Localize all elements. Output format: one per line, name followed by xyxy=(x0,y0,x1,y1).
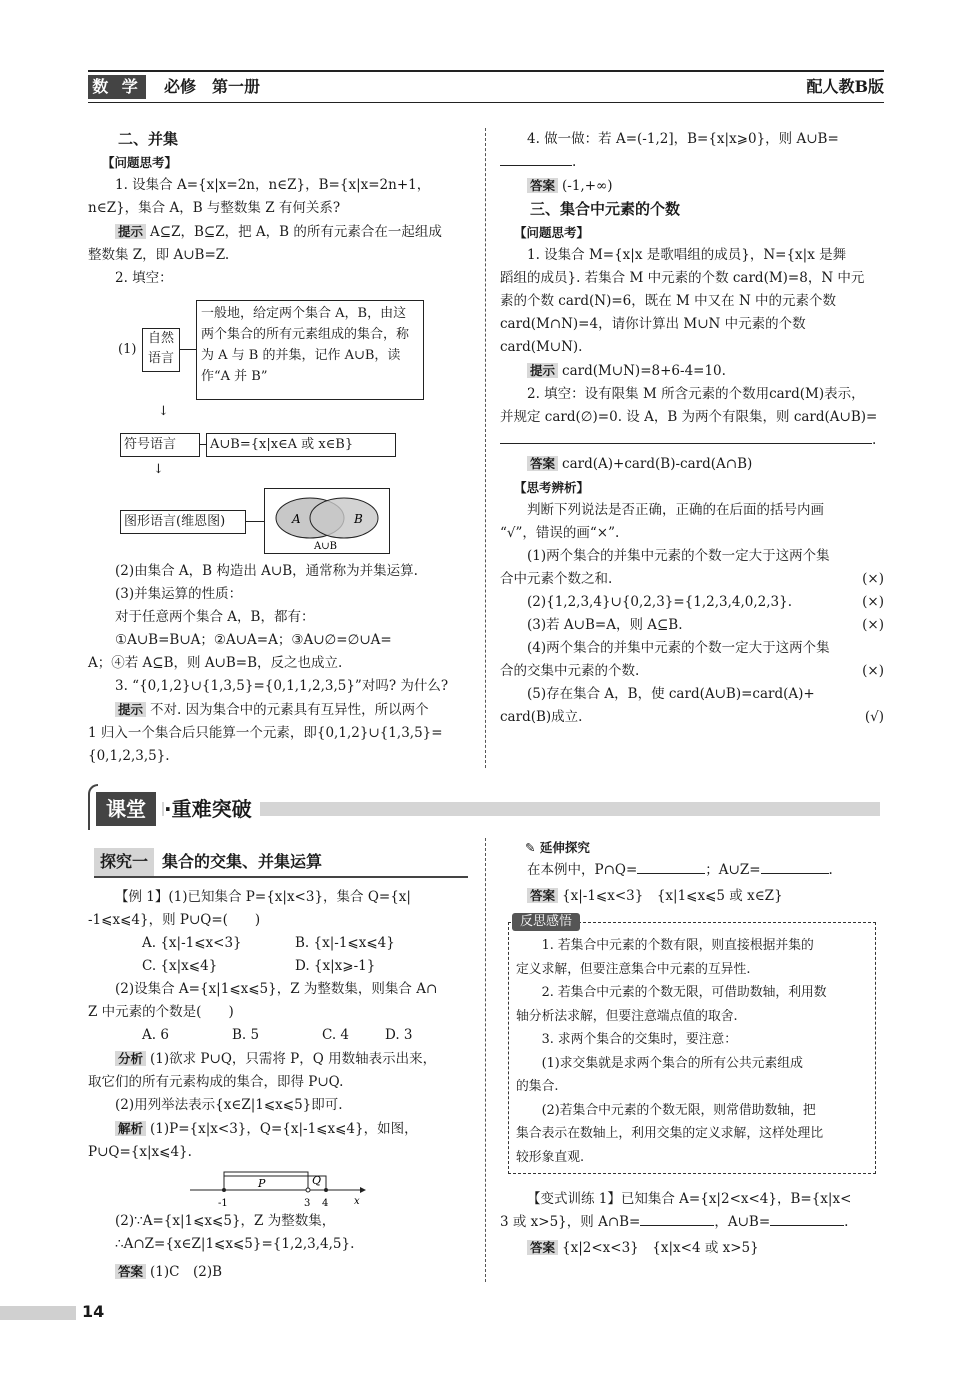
reflect-line-4: 轴分析法求解，但要注意端点值的取舍. xyxy=(516,1008,738,1024)
header-rule-bottom xyxy=(88,102,884,103)
count-q2-l2: 并规定 card(∅)=0. 设 A，B 为两个有限集，则 card(A∪B)= xyxy=(500,409,878,425)
analysis-1: (1)欲求 P∪Q，只需将 P，Q 用数轴表示出来， xyxy=(150,1051,437,1067)
arrow-line-1 xyxy=(180,349,196,350)
example-2: (2)设集合 A={x|1⩽x⩽5}，Z 为整数集，则集合 A∩ xyxy=(115,981,438,997)
judge-mark-4: (×) xyxy=(862,663,884,679)
example-column xyxy=(88,886,472,1164)
solution-2: (2)∵A={x|1⩽x⩽5}，Z 为整数集， xyxy=(115,1213,336,1229)
reflect-line-1: 1. 若集合中元素的个数有限，则直接根据并集的 xyxy=(541,938,814,953)
property-6: A；④若 A⊆B，则 A∪B=B，反之也成立. xyxy=(88,655,343,671)
number-line xyxy=(190,1164,370,1210)
example-answer: (1)C (2)B xyxy=(150,1264,223,1280)
right-column-top xyxy=(500,128,884,729)
analysis-1-cont: 取它们的所有元素构成的集合，即得 P∪Q. xyxy=(88,1074,344,1090)
arrow-line-3 xyxy=(246,521,264,522)
column-divider-top xyxy=(485,128,486,768)
question-2: 2. 填空： xyxy=(115,270,173,286)
option-a: A. {x|-1⩽x<3} xyxy=(142,935,242,951)
blank-card xyxy=(500,429,872,444)
hint-1-cont: 整数集 Z，即 A∪B=Z. xyxy=(88,247,230,263)
natural-language-box: 自然语言 xyxy=(142,328,180,372)
training-1: 【变式训练 1】已知集合 A={x|2<x<4}，B={x|x< xyxy=(527,1191,852,1207)
training-mid: ，A∪B= xyxy=(714,1214,771,1230)
hint-3-end: {0,1,2,3,5}. xyxy=(88,748,170,764)
example-1: 【例 1】(1)已知集合 P={x|x<3}，集合 Q={x| xyxy=(115,889,411,905)
book-title: 必修 第一册 xyxy=(164,77,261,96)
count-q1-l3: 素的个数 card(N)=6，既在 M 中又在 N 中的元素个数 xyxy=(500,293,837,309)
section-title-count: 三、集合中元素的个数 xyxy=(530,200,681,218)
reflect-line-8: (2)若集合中元素的个数无限，则常借助数轴，把 xyxy=(541,1102,816,1118)
judge-mark-5: (√) xyxy=(864,709,884,725)
option2-d: D. 3 xyxy=(385,1027,413,1043)
count-q1: 1. 设集合 M={x|x 是歌唱组的成员}，N={x|x 是舞 xyxy=(527,247,847,263)
judge-mark-1: (×) xyxy=(862,571,884,587)
reflection-tag: 反思感悟 xyxy=(512,913,580,931)
reflect-line-7: 的集合. xyxy=(516,1079,559,1094)
count-q2-end: . xyxy=(872,432,877,448)
think-intro-2: “√”，错误的画“×”. xyxy=(500,525,620,541)
numline-q-label: Q xyxy=(312,1174,322,1187)
think-heading: 【思考辨析】 xyxy=(514,480,590,495)
extension-answer: {x|-1⩽x<3} {x|1⩽x⩽5 或 x∈Z} xyxy=(562,888,783,904)
property-2: (2)由集合 A，B 构造出 A∪B，通常称为并集运算. xyxy=(115,563,418,579)
section-bar xyxy=(162,802,880,816)
training-column xyxy=(500,1188,884,1260)
venn-label-a: A xyxy=(292,512,301,526)
hint-3: 不对. 因为集合中的元素具有互异性，所以两个 xyxy=(150,702,429,718)
explore-title: 集合的交集、并集运算 xyxy=(162,852,323,871)
judge-1-cont: 合中元素个数之和. xyxy=(500,571,613,587)
symbol-language-box: 符号语言 xyxy=(120,433,200,457)
training-1-cont: 3 或 x>5}，则 A∩B= xyxy=(500,1214,641,1230)
down-arrow-1: ↓ xyxy=(158,404,169,419)
property-3: (3)并集运算的性质： xyxy=(115,586,243,602)
extension-question-mid: ；A∪Z= xyxy=(705,862,761,878)
hint-label-r: 提示 xyxy=(527,363,558,378)
answer-label-4: 答案 xyxy=(527,178,558,193)
blank-train-2 xyxy=(770,1211,844,1226)
judge-1: (1)两个集合的并集中元素的个数一定大于这两个集 xyxy=(527,548,830,564)
judge-4: (4)两个集合的并集中元素的个数一定大于这两个集 xyxy=(527,640,830,656)
extension-heading-text: 延伸探究 xyxy=(539,840,590,855)
solution-1-cont: P∪Q={x|x⩽4}. xyxy=(88,1144,192,1160)
venn-diagram xyxy=(264,488,390,554)
blank-train-1 xyxy=(640,1211,714,1226)
numline-tick-4: 4 xyxy=(322,1198,329,1209)
option2-a: A. 6 xyxy=(142,1027,169,1043)
section-tag: 课堂 xyxy=(96,792,156,826)
option-c: C. {x|x⩽4} xyxy=(142,958,218,974)
left-column-top xyxy=(88,128,472,290)
judge-2: (2){1,2,3,4}∪{0,2,3}={1,2,3,4,0,2,3}. xyxy=(527,594,793,610)
page-number: 14 xyxy=(82,1302,105,1321)
option2-c: C. 4 xyxy=(322,1027,350,1043)
answer-label-card: 答案 xyxy=(527,456,558,471)
numline-tick-3: 3 xyxy=(304,1198,311,1209)
left-column-properties xyxy=(88,560,472,768)
footer-bar xyxy=(0,1306,76,1320)
hint-1: A⊆Z，B⊆Z，把 A，B 的所有元素合在一起组成 xyxy=(150,224,442,240)
solution-column xyxy=(88,1210,472,1284)
solution-1: (1)P={x|x<3}，Q={x|-1⩽x⩽4}，如图， xyxy=(150,1121,418,1137)
reflect-line-6: (1)求交集就是求两个集合的所有公共元素组成 xyxy=(541,1055,803,1071)
diagram-number: (1) xyxy=(118,342,137,357)
venn-label-b: B xyxy=(354,512,363,526)
extension-heading xyxy=(500,836,884,859)
reflection-text xyxy=(516,934,870,1169)
reflect-line-3: 2. 若集合中元素的个数无限，可借助数轴，利用数 xyxy=(541,985,827,1000)
question-heading-2: 【问题思考】 xyxy=(514,225,590,240)
solution-label: 解析 xyxy=(115,1121,146,1136)
option-d: D. {x|x⩾-1} xyxy=(295,958,376,974)
property-5: ①A∪B=B∪A；②A∪A=A；③A∪∅=∅∪A= xyxy=(115,632,392,648)
hint-3-cont: 1 归入一个集合后只能算一个元素，即{0,1,2}∪{1,3,5}= xyxy=(88,725,443,741)
symbol-definition-box: A∪B={x|x∈A 或 x∈B} xyxy=(206,433,396,457)
judge-5-cont: card(B)成立. xyxy=(500,709,583,725)
extension-question: 在本例中，P∩Q= xyxy=(527,862,638,878)
extension-question-end: . xyxy=(828,862,833,878)
property-4: 对于任意两个集合 A，B，都有： xyxy=(115,609,315,625)
judge-mark-3: (×) xyxy=(862,617,884,633)
count-q1-l5: card(M∪N). xyxy=(500,339,583,355)
judge-mark-2: (×) xyxy=(862,594,884,610)
analysis-2: (2)用列举法表示{x∈Z|1⩽x⩽5}即可. xyxy=(115,1097,343,1113)
graph-language-box: 图形语言(维恩图) xyxy=(120,510,246,534)
edition-label: 配人教B版 xyxy=(806,77,884,96)
question-1-cont: n∈Z}，集合 A，B 与整数集 Z 有何关系? xyxy=(88,200,341,216)
explore-tag: 探究一 xyxy=(94,848,154,876)
column-divider-bottom xyxy=(485,838,486,1282)
hint-count: card(M∪N)=8+6-4=10. xyxy=(562,363,726,379)
explore-heading xyxy=(94,848,468,878)
training-answer: {x|2<x<3} {x|x<4 或 x>5} xyxy=(562,1240,759,1256)
judge-3: (3)若 A∪B=A，则 A⊆B. xyxy=(527,617,683,633)
blank-ext-2 xyxy=(761,859,829,874)
reflect-line-2: 定义求解，但要注意集合中元素的互异性. xyxy=(516,961,751,977)
judge-5: (5)存在集合 A，B，使 card(A∪B)=card(A)+ xyxy=(527,686,815,702)
example-1-cont: -1⩽x⩽4}，则 P∪Q=( ) xyxy=(88,912,261,928)
union-definition-box: 一般地，给定两个集合 A，B，由这两个集合的所有元素组成的集合，称为 A 与 B 的并集，记作 A∪B，读作“A 并 B” xyxy=(196,300,424,400)
count-q2: 2. 填空：设有限集 M 所含元素的个数用card(M)表示， xyxy=(527,386,865,402)
think-intro: 判断下列说法是否正确，正确的在后面的括号内画 xyxy=(527,502,824,518)
extension-column xyxy=(500,836,884,908)
option2-b: B. 5 xyxy=(232,1027,260,1043)
option-b: B. {x|-1⩽x⩽4} xyxy=(295,935,395,951)
count-q1-l4: card(M∩N)=4，请你计算出 M∪N 中元素的个数 xyxy=(500,316,806,332)
blank-4 xyxy=(500,151,572,166)
reflect-line-5: 3. 求两个集合的交集时，要注意： xyxy=(541,1032,738,1047)
pencil-icon: ✎ xyxy=(525,840,536,855)
question-3: 3. “{0,1,2}∪{1,3,5}={0,1,1,2,3,5}”对吗? 为什么? xyxy=(115,678,449,694)
blank-ext-1 xyxy=(637,859,705,874)
venn-label-union: A∪B xyxy=(314,541,337,552)
example-2-cont: Z 中元素的个数是( ) xyxy=(88,1004,234,1020)
answer-card: card(A)+card(B)-card(A∩B) xyxy=(562,456,753,472)
hint-label-3: 提示 xyxy=(115,702,146,717)
question-heading: 【问题思考】 xyxy=(102,155,178,170)
example-answer-label: 答案 xyxy=(115,1264,146,1279)
down-arrow-2: ↓ xyxy=(153,462,164,477)
reflect-line-10: 较形象直观. xyxy=(516,1149,585,1165)
extension-answer-label: 答案 xyxy=(527,888,558,903)
training-answer-label: 答案 xyxy=(527,1240,558,1255)
training-end: . xyxy=(844,1214,849,1230)
analysis-label: 分析 xyxy=(115,1051,146,1066)
header-rule-top xyxy=(88,70,884,72)
count-q1-l2: 蹈组的成员}. 若集合 M 中元素的个数 card(M)=8，N 中元 xyxy=(500,270,865,286)
question-1: 1. 设集合 A={x|x=2n，n∈Z}，B={x|x=2n+1， xyxy=(115,177,431,193)
numline-p-label: P xyxy=(258,1177,266,1190)
answer-4: (-1,+∞) xyxy=(562,178,613,194)
numline-axis-x: x xyxy=(354,1196,360,1207)
solution-2-cont: ∴A∩Z={x∈Z|1⩽x⩽5}={1,2,3,4,5}. xyxy=(115,1236,355,1252)
section-title: ·重难突破 xyxy=(164,792,260,826)
subject-tag: 数 学 xyxy=(88,75,146,99)
hint-label: 提示 xyxy=(115,224,146,239)
numline-tick-minus1: -1 xyxy=(218,1198,228,1209)
section-title-union: 二、并集 xyxy=(118,130,179,148)
question-4-end: . xyxy=(572,154,577,170)
judge-4-cont: 合的交集中元素的个数. xyxy=(500,663,640,679)
question-4: 4. 做一做：若 A=(-1,2]，B={x|x⩾0}，则 A∪B= xyxy=(527,131,839,147)
reflect-line-9: 集合表示在数轴上，利用交集的定义求解，这样处理比 xyxy=(516,1126,824,1141)
